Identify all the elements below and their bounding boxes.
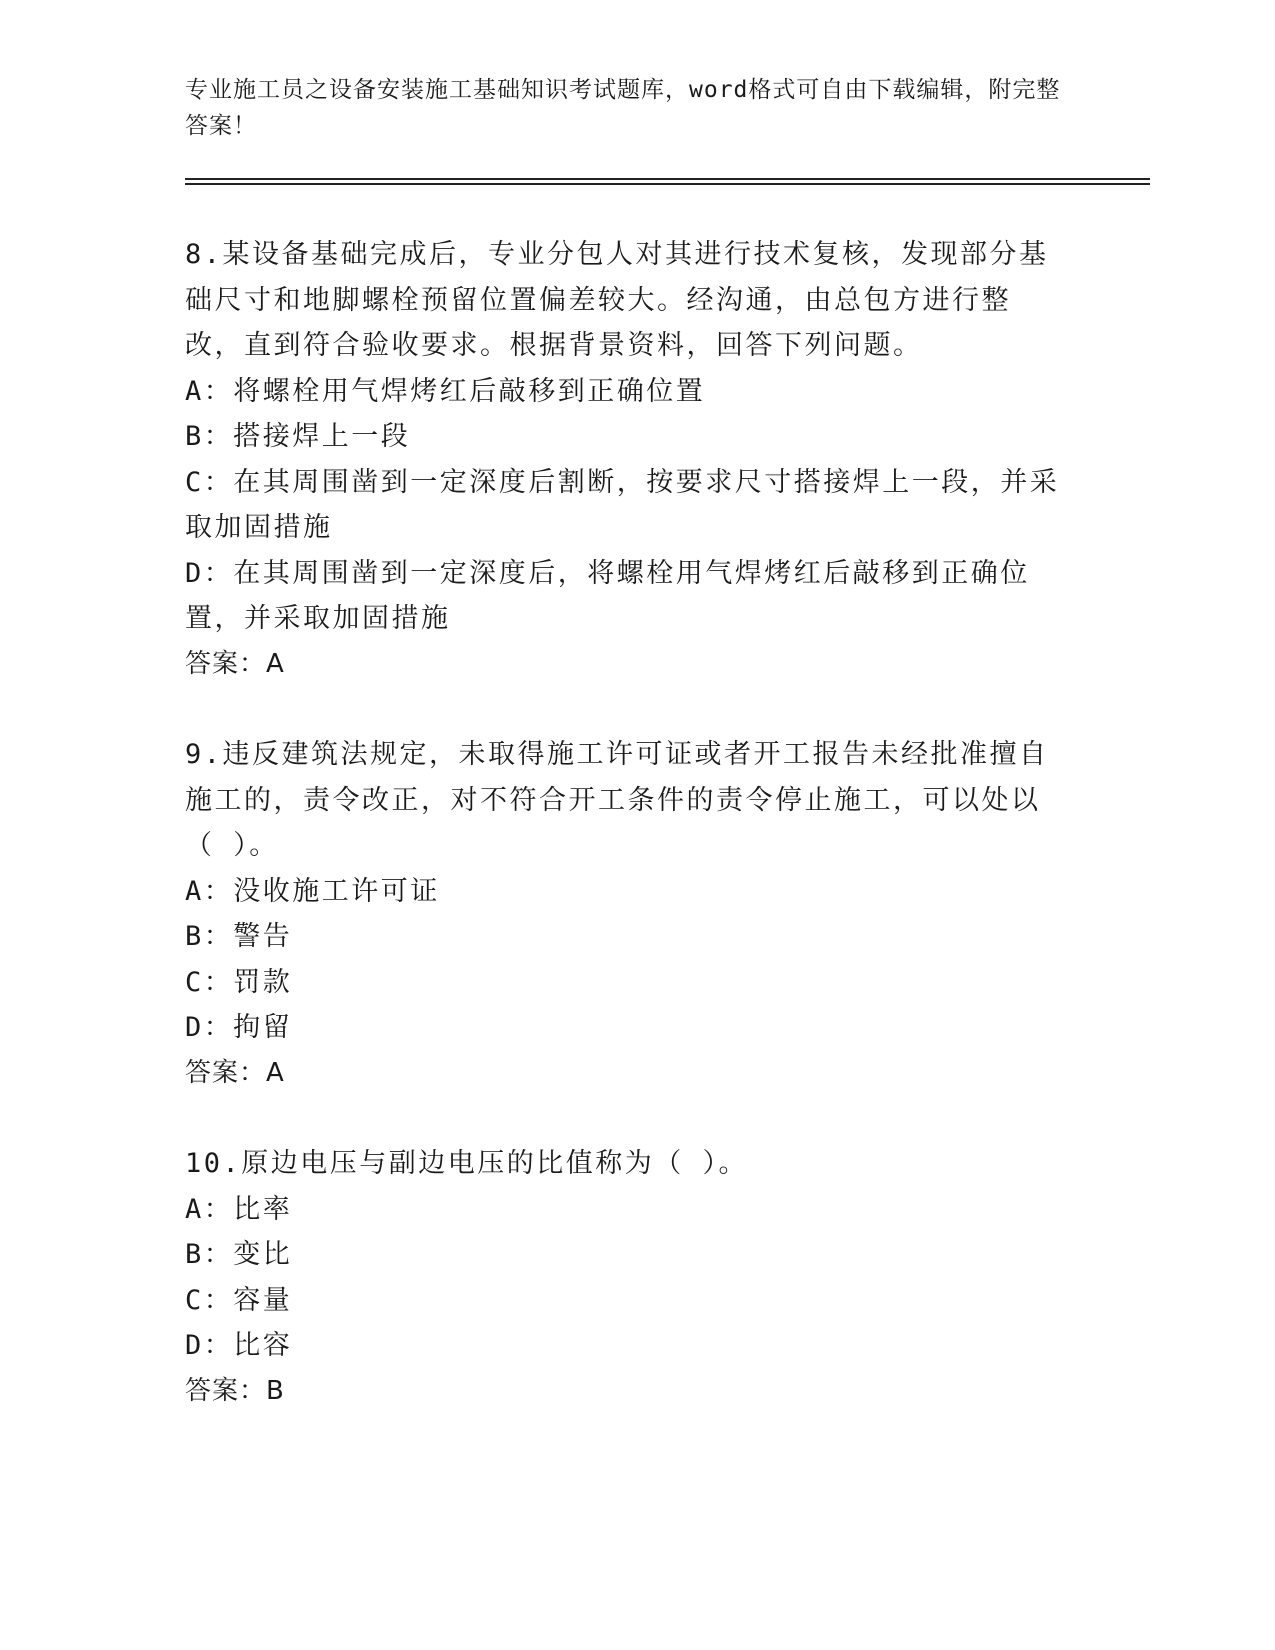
option-a: A：将螺栓用气焊烤红后敲移到正确位置 — [185, 375, 706, 407]
option-c: C：罚款 — [185, 966, 293, 998]
answer-label: 答案：A — [185, 648, 285, 679]
question-8 — [185, 232, 1065, 687]
answer-label: 答案：B — [185, 1375, 285, 1406]
option-c: C：在其周围凿到一定深度后割断，按要求尺寸搭接焊上一段，并采取加固措施 — [185, 466, 1060, 543]
question-10 — [185, 1141, 1065, 1414]
question-text: 9.违反建筑法规定，未取得施工许可证或者开工报告未经批准擅自施工的，责令改正，对不符合开工条件的责令停止施工，可以处以（ ）。 — [185, 739, 1049, 861]
option-c: C：容量 — [185, 1284, 293, 1316]
option-b: B：警告 — [185, 921, 293, 952]
option-d: D：在其周围凿到一定深度后，将螺栓用气焊烤红后敲移到正确位置，并采取加固措施 — [185, 557, 1030, 634]
question-spacer — [185, 687, 1065, 732]
option-a: A：比率 — [185, 1193, 293, 1225]
question-text: 10.原边电压与副边电压的比值称为（ ）。 — [185, 1148, 749, 1179]
question-9 — [185, 732, 1065, 1096]
question-list — [185, 232, 1065, 1414]
header-divider-top — [185, 178, 1150, 180]
header-divider-bottom — [185, 183, 1150, 185]
answer-label: 答案：A — [185, 1057, 285, 1088]
option-d: D：拘留 — [185, 1012, 293, 1043]
option-b: B：变比 — [185, 1239, 293, 1270]
question-text: 8.某设备基础完成后，专业分包人对其进行技术复核，发现部分基础尺寸和地脚螺栓预留位置偏差较大。经沟通，由总包方进行整改，直到符合验收要求。根据背景资料，回答下列问题。 — [185, 239, 1049, 361]
document-header: 专业施工员之设备安装施工基础知识考试题库，word格式可自由下载编辑，附完整答案！ — [185, 77, 1061, 139]
option-d: D：比容 — [185, 1330, 293, 1361]
option-b: B：搭接焊上一段 — [185, 421, 411, 452]
option-a: A：没收施工许可证 — [185, 875, 440, 907]
question-spacer — [185, 1096, 1065, 1141]
